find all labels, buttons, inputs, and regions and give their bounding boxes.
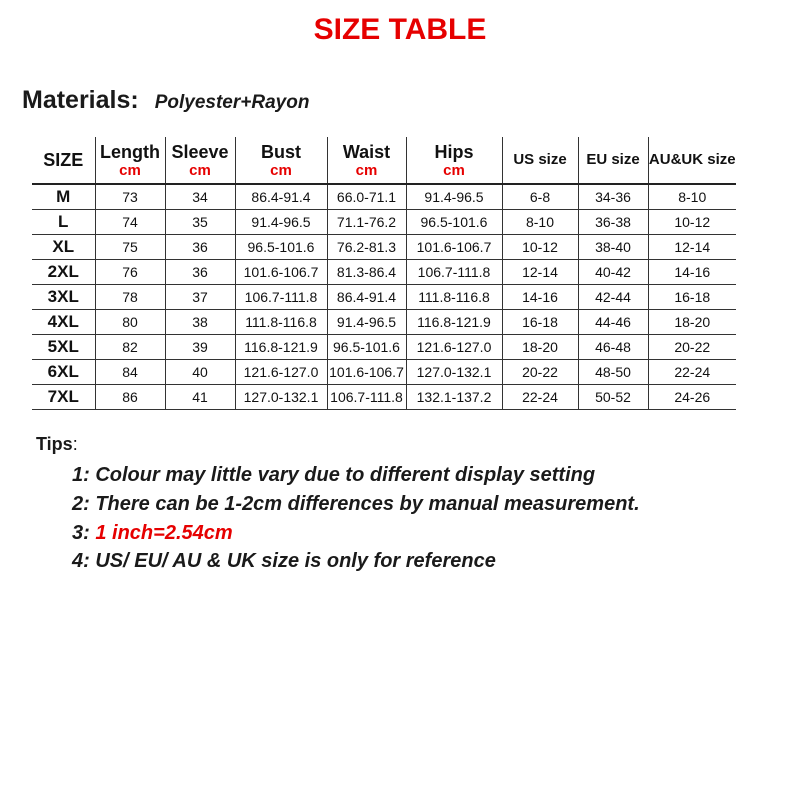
header-unit: cm	[189, 161, 211, 179]
table-row	[32, 285, 736, 310]
tip-prefix: 3:	[72, 522, 96, 544]
table-cell: 96.5-101.6	[406, 210, 502, 235]
table-cell: 44-46	[578, 310, 648, 335]
tip-item	[72, 550, 496, 573]
table-cell: 6-8	[502, 184, 578, 210]
table-cell: 127.0-132.1	[235, 385, 327, 410]
materials-line	[22, 86, 309, 115]
header-bust	[235, 137, 327, 184]
tip-item	[72, 522, 233, 545]
size-cell: 7XL	[32, 385, 95, 410]
tip-item	[72, 464, 595, 487]
tip-prefix: 1:	[72, 464, 96, 486]
table-cell: 42-44	[578, 285, 648, 310]
header-unit: cm	[355, 161, 378, 179]
table-cell: 86.4-91.4	[235, 184, 327, 210]
table-cell: 18-20	[648, 310, 736, 335]
header-label: Bust	[261, 141, 301, 162]
header-hips	[406, 137, 502, 184]
table-cell: 22-24	[502, 385, 578, 410]
table-cell: 127.0-132.1	[406, 360, 502, 385]
materials-value: Polyester+Rayon	[154, 92, 310, 113]
table-cell: 8-10	[648, 184, 736, 210]
header-waist	[327, 137, 406, 184]
tip-text: There can be 1-2cm differences by manual measurement.	[95, 493, 640, 515]
table-cell: 96.5-101.6	[327, 335, 406, 360]
tip-text: Colour may little vary due to different display setting	[95, 464, 596, 486]
size-cell: 4XL	[32, 310, 95, 335]
table-cell: 91.4-96.5	[235, 210, 327, 235]
table-cell: 96.5-101.6	[235, 235, 327, 260]
table-cell: 121.6-127.0	[406, 335, 502, 360]
table-cell: 12-14	[502, 260, 578, 285]
header-label: Sleeve	[171, 141, 229, 162]
header-eu-size	[578, 137, 648, 184]
table-cell: 38-40	[578, 235, 648, 260]
header-label: SIZE	[43, 150, 84, 170]
table-cell: 48-50	[578, 360, 648, 385]
table-cell: 84	[95, 360, 165, 385]
header-label: Hips	[434, 141, 474, 162]
table-cell: 111.8-116.8	[406, 285, 502, 310]
header-unit: cm	[119, 161, 141, 179]
table-row	[32, 184, 736, 210]
table-cell: 66.0-71.1	[327, 184, 406, 210]
tip-prefix: 4:	[72, 550, 96, 572]
table-cell: 10-12	[648, 210, 736, 235]
table-row	[32, 260, 736, 285]
table-cell: 35	[165, 210, 235, 235]
table-row	[32, 310, 736, 335]
tips-heading	[36, 434, 78, 455]
size-table-container	[32, 137, 736, 410]
tip-text-highlight: 1 inch=2.54cm	[95, 522, 233, 544]
header-unit: cm	[270, 161, 292, 179]
table-cell: 101.6-106.7	[235, 260, 327, 285]
table-cell: 39	[165, 335, 235, 360]
header-length	[95, 137, 165, 184]
table-cell: 81.3-86.4	[327, 260, 406, 285]
table-cell: 16-18	[648, 285, 736, 310]
table-cell: 116.8-121.9	[235, 335, 327, 360]
header-au-uk-size	[648, 137, 736, 184]
table-cell: 82	[95, 335, 165, 360]
table-cell: 78	[95, 285, 165, 310]
table-cell: 76.2-81.3	[327, 235, 406, 260]
table-header-row	[32, 137, 736, 184]
size-cell: 5XL	[32, 335, 95, 360]
header-size	[32, 137, 95, 184]
table-cell: 34-36	[578, 184, 648, 210]
table-cell: 16-18	[502, 310, 578, 335]
table-cell: 40	[165, 360, 235, 385]
size-table	[32, 137, 736, 410]
size-cell: 6XL	[32, 360, 95, 385]
table-cell: 18-20	[502, 335, 578, 360]
table-cell: 20-22	[648, 335, 736, 360]
table-row	[32, 360, 736, 385]
table-cell: 38	[165, 310, 235, 335]
materials-label: Materials:	[22, 86, 139, 114]
table-cell: 46-48	[578, 335, 648, 360]
table-cell: 20-22	[502, 360, 578, 385]
table-cell: 80	[95, 310, 165, 335]
page-title: SIZE TABLE	[313, 13, 487, 46]
table-cell: 14-16	[648, 260, 736, 285]
header-label: US size	[513, 151, 567, 168]
table-cell: 36	[165, 260, 235, 285]
table-cell: 24-26	[648, 385, 736, 410]
table-row	[32, 385, 736, 410]
table-row	[32, 210, 736, 235]
table-cell: 86	[95, 385, 165, 410]
table-cell: 12-14	[648, 235, 736, 260]
table-cell: 8-10	[502, 210, 578, 235]
table-cell: 111.8-116.8	[235, 310, 327, 335]
table-cell: 75	[95, 235, 165, 260]
table-cell: 106.7-111.8	[327, 385, 406, 410]
table-cell: 40-42	[578, 260, 648, 285]
table-cell: 101.6-106.7	[406, 235, 502, 260]
table-row	[32, 335, 736, 360]
table-cell: 91.4-96.5	[327, 310, 406, 335]
header-label: EU size	[586, 151, 640, 168]
table-cell: 37	[165, 285, 235, 310]
header-label: Waist	[342, 141, 391, 162]
tips-label: Tips	[36, 434, 73, 454]
size-cell: M	[32, 184, 95, 210]
table-cell: 50-52	[578, 385, 648, 410]
size-cell: XL	[32, 235, 95, 260]
table-cell: 86.4-91.4	[327, 285, 406, 310]
table-cell: 106.7-111.8	[235, 285, 327, 310]
tip-prefix: 2:	[72, 493, 96, 515]
table-cell: 10-12	[502, 235, 578, 260]
table-cell: 91.4-96.5	[406, 184, 502, 210]
tip-item	[72, 493, 640, 516]
header-sleeve	[165, 137, 235, 184]
table-cell: 74	[95, 210, 165, 235]
tips-colon: :	[72, 434, 78, 454]
table-cell: 71.1-76.2	[327, 210, 406, 235]
size-cell: 3XL	[32, 285, 95, 310]
table-cell: 36	[165, 235, 235, 260]
table-cell: 76	[95, 260, 165, 285]
table-cell: 121.6-127.0	[235, 360, 327, 385]
table-row	[32, 235, 736, 260]
size-cell: 2XL	[32, 260, 95, 285]
table-cell: 132.1-137.2	[406, 385, 502, 410]
table-cell: 73	[95, 184, 165, 210]
table-cell: 41	[165, 385, 235, 410]
table-cell: 116.8-121.9	[406, 310, 502, 335]
header-unit: cm	[443, 161, 465, 179]
table-body	[32, 184, 736, 410]
table-cell: 36-38	[578, 210, 648, 235]
header-label: AU&UK size	[648, 151, 736, 168]
table-cell: 34	[165, 184, 235, 210]
header-us-size	[502, 137, 578, 184]
header-label: Length	[100, 141, 160, 162]
size-cell: L	[32, 210, 95, 235]
table-cell: 106.7-111.8	[406, 260, 502, 285]
table-cell: 22-24	[648, 360, 736, 385]
table-cell: 101.6-106.7	[327, 360, 406, 385]
table-cell: 14-16	[502, 285, 578, 310]
tip-text: US/ EU/ AU & UK size is only for reference	[95, 550, 496, 572]
